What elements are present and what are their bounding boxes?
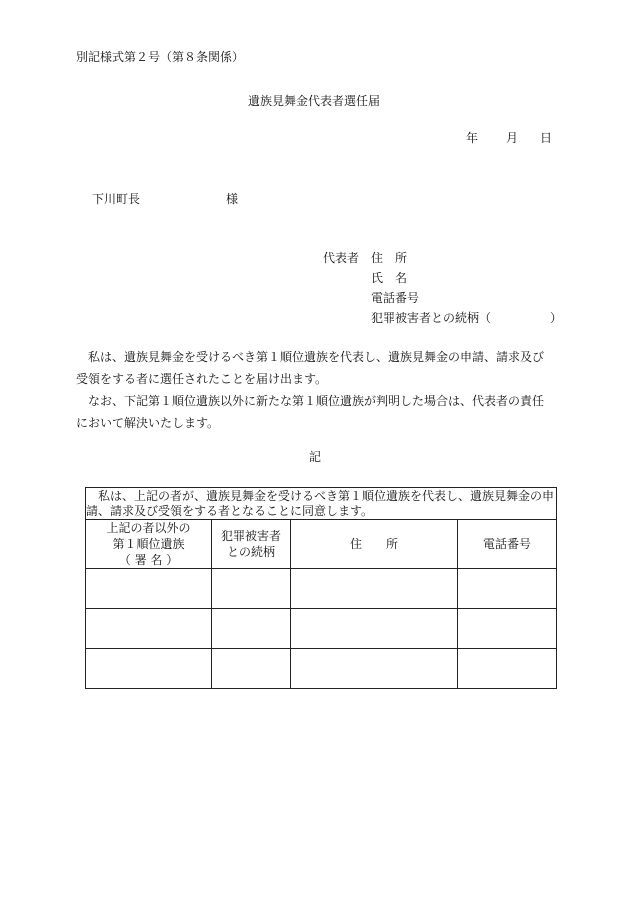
relation-cell[interactable] [212,609,291,649]
consent-table [85,487,557,689]
header-relation-line: との続柄 [226,545,275,559]
header-relation [212,520,291,569]
table-header-row [86,520,557,569]
phone-cell[interactable] [458,569,557,609]
table-row [86,609,557,649]
date-month: 月 [506,131,519,145]
header-relation-line: 犯罪被害者 [220,529,281,543]
ki-heading: 記 [309,450,322,464]
relation-close-paren: ） [550,311,563,325]
address-cell[interactable] [291,569,458,609]
header-bereaved-line: （ 署 名 ） [118,553,179,567]
relation-cell[interactable] [212,649,291,689]
header-bereaved-line: 上記の者以外の [106,521,191,535]
document-title: 遺族見舞金代表者選任届 [248,94,381,108]
header-address: 住 所 [291,520,458,569]
signature-cell[interactable] [86,649,212,689]
address-cell[interactable] [291,609,458,649]
form-number: 別記様式第２号（第８条関係） [76,50,245,64]
header-bereaved-signature [86,520,212,569]
table-row [86,569,557,609]
header-phone: 電話番号 [458,520,557,569]
address-label: 住 所 [371,251,408,265]
date-day: 日 [540,131,553,145]
addressee-name: 下川町長 [92,192,141,206]
signature-cell[interactable] [86,609,212,649]
addressee-honorific: 様 [226,192,239,206]
address-cell[interactable] [291,649,458,689]
declaration-paragraph: 私は、遺族見舞金を受けるべき第１順位遺族を代表し、遺族見舞金の申請、請求及び受領をする者に選任されたことを届け出ます。 [76,350,545,386]
signature-cell[interactable] [86,569,212,609]
phone-label: 電話番号 [371,291,420,305]
representative-label: 代表者 [323,251,360,265]
responsibility-paragraph: なお、下記第１順位遺族以外に新たな第１順位遺族が判明した場合は、代表者の責任において解決いたします。 [76,394,545,430]
consent-note: 私は、上記の者が、遺族見舞金を受けるべき第１順位遺族を代表し、遺族見舞金の申請、請求及び受領をする者となることに同意します。 [86,488,557,520]
relation-cell[interactable] [212,569,291,609]
phone-cell[interactable] [458,609,557,649]
name-label: 氏 名 [371,271,408,285]
phone-cell[interactable] [458,649,557,689]
header-bereaved-line: 第１順位遺族 [112,537,185,551]
date-year: 年 [466,131,479,145]
table-row [86,649,557,689]
relation-label: 犯罪被害者との続柄（ [371,311,492,325]
